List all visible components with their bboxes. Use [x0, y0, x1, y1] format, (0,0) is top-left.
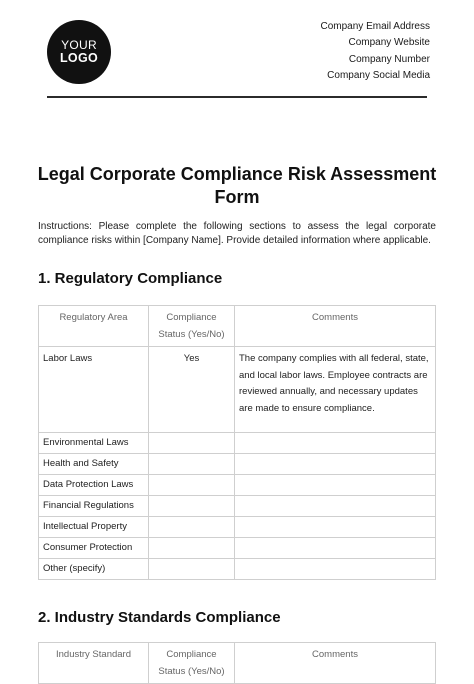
- cell-status[interactable]: [149, 538, 235, 559]
- cell-area: Financial Regulations: [39, 496, 149, 517]
- table-row: [39, 496, 436, 517]
- cell-area: Environmental Laws: [39, 433, 149, 454]
- cell-comments[interactable]: [235, 538, 436, 559]
- cell-area: Health and Safety: [39, 454, 149, 475]
- cell-comments[interactable]: [235, 517, 436, 538]
- company-website: Company Website: [348, 37, 430, 49]
- column-header-comments: Comments: [235, 306, 436, 347]
- cell-status[interactable]: [149, 517, 235, 538]
- table-row: [39, 517, 436, 538]
- company-contact-block: [321, 19, 431, 84]
- cell-comments[interactable]: The company complies with all federal, state, and local labor laws. Employee contracts are reviewed annually, and necessary updates are made to ensure compliance.: [235, 347, 436, 433]
- cell-status[interactable]: Yes: [149, 347, 235, 433]
- company-social: Company Social Media: [327, 69, 430, 81]
- column-header-status: Compliance Status (Yes/No): [149, 643, 235, 684]
- table-row: [39, 347, 436, 433]
- cell-comments[interactable]: [235, 475, 436, 496]
- column-header-standard: Industry Standard: [39, 643, 149, 684]
- cell-status[interactable]: [149, 559, 235, 580]
- instructions-text: Instructions: Please complete the following sections to assess the legal corporate compliance risks within [Company Name]. Provide detailed information where applicable.: [38, 221, 436, 246]
- cell-status[interactable]: [149, 433, 235, 454]
- cell-area: Consumer Protection: [39, 538, 149, 559]
- company-email: Company Email Address: [320, 21, 430, 32]
- cell-comments[interactable]: [235, 433, 436, 454]
- cell-status[interactable]: [149, 475, 235, 496]
- cell-status[interactable]: [149, 496, 235, 517]
- regulatory-compliance-table: [38, 305, 436, 580]
- cell-status[interactable]: [149, 454, 235, 475]
- table-header-row: [39, 643, 436, 684]
- cell-comments[interactable]: [235, 454, 436, 475]
- section2-heading: 2. Industry Standards Compliance: [38, 609, 281, 626]
- company-number: Company Number: [348, 53, 430, 65]
- column-header-status: Compliance Status (Yes/No): [149, 306, 235, 347]
- page-title: Legal Corporate Compliance Risk Assessment Form: [37, 164, 437, 207]
- cell-comments[interactable]: [235, 496, 436, 517]
- industry-standards-table: [38, 642, 436, 684]
- table-header-row: [39, 306, 436, 347]
- cell-comments[interactable]: [235, 559, 436, 580]
- cell-area: Labor Laws: [39, 347, 149, 433]
- cell-area: Other (specify): [39, 559, 149, 580]
- section1-heading: 1. Regulatory Compliance: [38, 270, 223, 287]
- table-row: [39, 454, 436, 475]
- cell-area: Data Protection Laws: [39, 475, 149, 496]
- cell-area: Intellectual Property: [39, 517, 149, 538]
- table-row: [39, 433, 436, 454]
- column-header-area: Regulatory Area: [39, 306, 149, 347]
- logo-text-line1: YOUR: [61, 38, 97, 52]
- table-row: [39, 475, 436, 496]
- column-header-comments: Comments: [235, 643, 436, 684]
- table-row: [39, 538, 436, 559]
- header-divider: [47, 96, 427, 98]
- company-logo: [47, 20, 111, 84]
- table-row: [39, 559, 436, 580]
- logo-text-line2: LOGO: [59, 51, 98, 65]
